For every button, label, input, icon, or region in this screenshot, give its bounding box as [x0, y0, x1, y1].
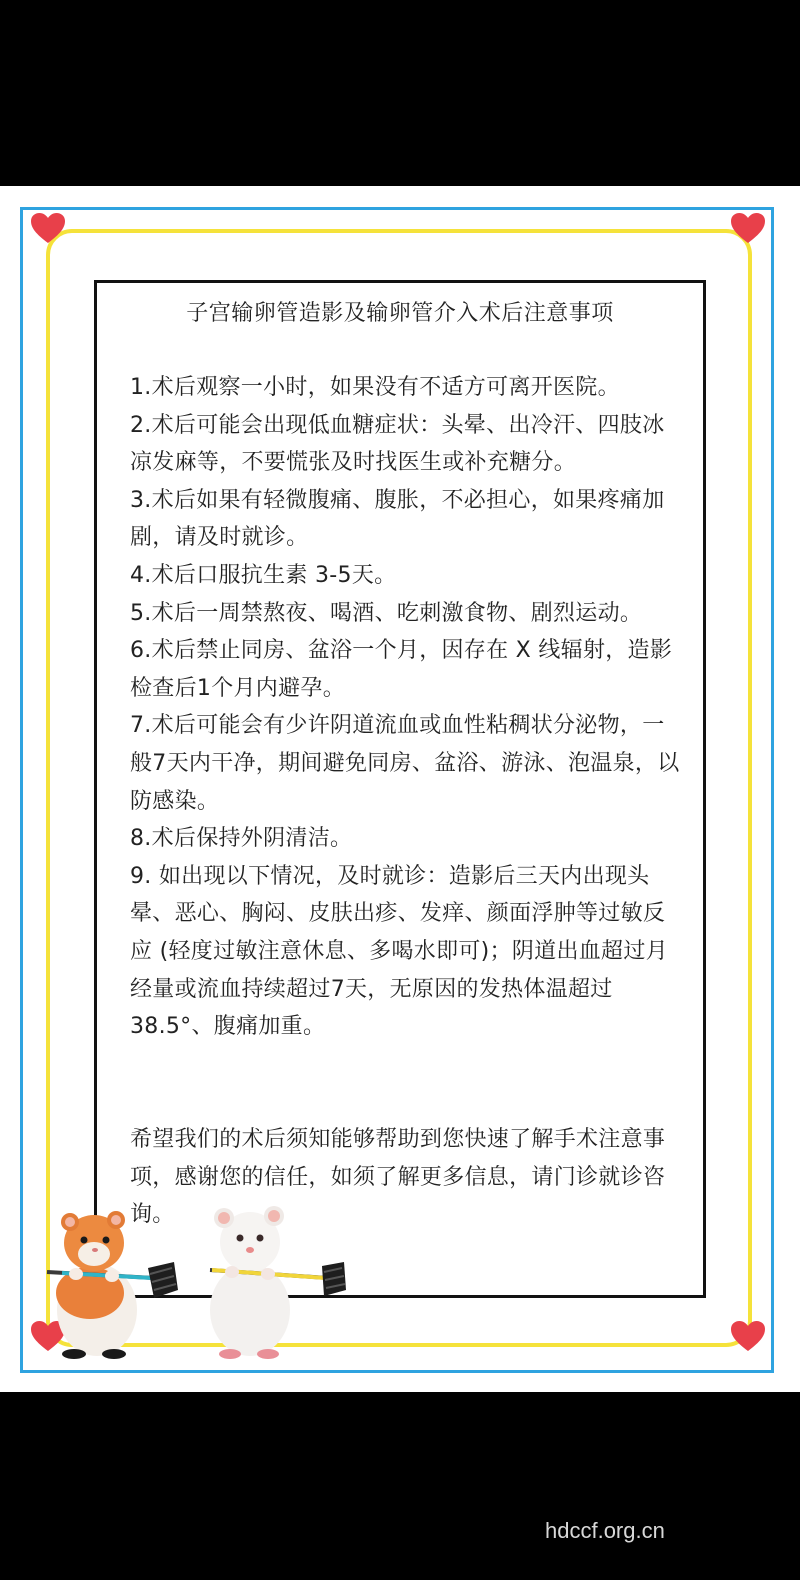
- watermark: hdccf.org.cn: [545, 1518, 665, 1543]
- notice-box: [94, 280, 706, 1298]
- closing-paragraph: 希望我们的术后须知能够帮助到您快速了解手术注意事项，感谢您的信任，如须了解更多信息，请门诊就诊咨询。: [130, 1127, 666, 1228]
- heart-icon: [730, 212, 766, 244]
- notice-list: [130, 369, 682, 1046]
- notice-item-4: 4.术后口服抗生素 3-5天。: [130, 562, 397, 588]
- notice-item-9: 9. 如出现以下情况，及时就诊：造影后三天内出现头晕、恶心、胸闷、皮肤出疹、发痒、颜面浮肿等过敏反应 (轻度过敏注意休息、多喝水即可)；阴道出血超过月经量或流血持续超过7天，无原因的发热体温超过 38.5°、腹痛加重。: [130, 863, 668, 1040]
- notice-item-5: 5.术后一周禁熬夜、喝酒、吃刺激食物、剧烈运动。: [130, 600, 643, 626]
- hamster-with-broom-icon: [42, 1198, 182, 1363]
- notice-item-8: 8.术后保持外阴清洁。: [130, 826, 353, 852]
- heart-icon: [730, 1320, 766, 1352]
- notice-item-1: 1.术后观察一小时，如果没有不适方可离开医院。: [130, 375, 620, 400]
- notice-item-7: 7.术后可能会有少许阴道流血或血性粘稠状分泌物，一般7天内干净，期间避免同房、盆浴、游泳、泡温泉，以防感染。: [130, 713, 680, 814]
- heart-icon: [30, 212, 66, 244]
- notice-item-3: 3.术后如果有轻微腹痛、腹胀，不必担心，如果疼痛加剧，请及时就诊。: [130, 487, 665, 551]
- document-title: 子宫输卵管造影及输卵管介入术后注意事项: [186, 301, 614, 326]
- notice-item-2: 2.术后可能会出现低血糖症状：头晕、出冷汗、四肢冰凉发麻等，不要慌张及时找医生或补充糖分。: [130, 412, 665, 476]
- hamster-with-broom-icon: [198, 1192, 348, 1362]
- notice-item-6: 6.术后禁止同房、盆浴一个月，因存在 X 线辐射，造影检查后1个月内避孕。: [130, 638, 673, 701]
